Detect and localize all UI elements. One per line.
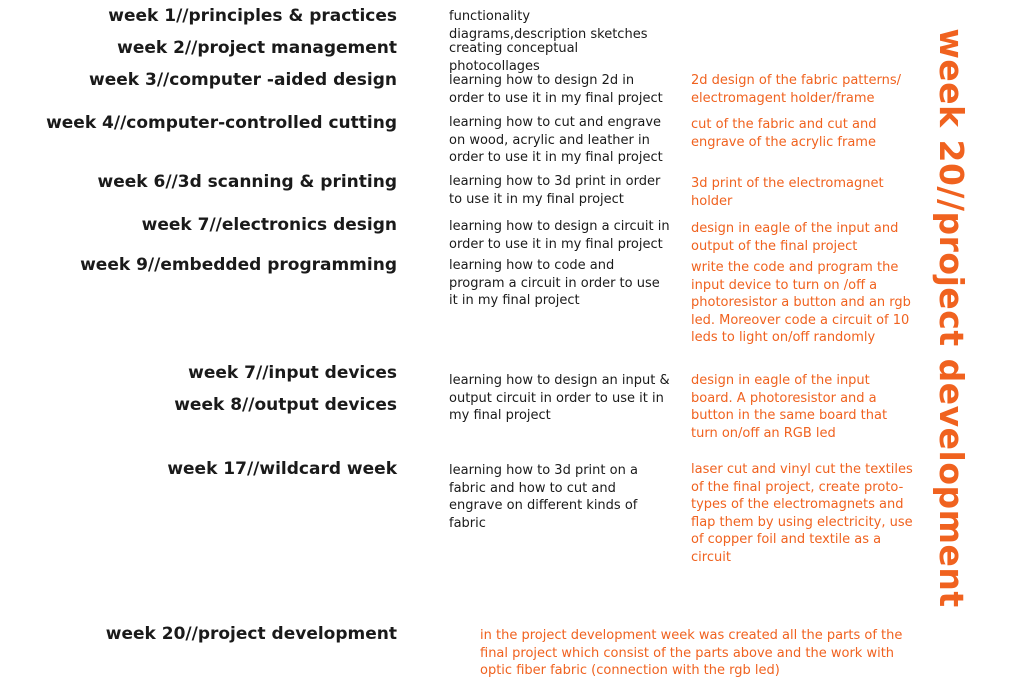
week-title-2: week 2//project management: [117, 38, 397, 58]
week-description-3: learning how to design 2d in order to use it in my final project: [449, 73, 663, 106]
week-title-7: week 7//electronics design: [141, 215, 397, 235]
week-title-6: week 6//3d scanning & printing: [97, 172, 397, 192]
week-description-17: learning how to 3d print on a fabric and how to cut and engrave on different kinds of fabric: [449, 463, 638, 531]
week-work-3: 2d design of the fabric patterns/ electromagent holder/frame: [691, 73, 901, 106]
week-work-7: design in eagle of the input and output of the final project: [691, 221, 899, 254]
week-title-4: week 4//computer-controlled cutting: [46, 113, 397, 133]
week-title-3: week 3//computer -aided design: [89, 70, 397, 90]
week-title-20: week 20//project development: [105, 624, 397, 644]
week-description-4: learning how to cut and engrave on wood, acrylic and leather in order to use it in my final project: [449, 115, 663, 165]
week-title-1: week 1//principles & practices: [108, 6, 397, 26]
week-title-17: week 17//wildcard week: [167, 459, 397, 479]
week-description-input-output: learning how to design an input & output circuit in order to use it in my final project: [449, 373, 670, 423]
week-title-8-output: week 8//output devices: [174, 395, 397, 415]
week-title-9: week 9//embedded programming: [80, 255, 397, 275]
week-work-17: laser cut and vinyl cut the textiles of the final project, create proto-types of the electromagnets and flap them by using electricity, use of copper foil and textile as a circuit: [691, 462, 913, 565]
week-work-6: 3d print of the electromagnet holder: [691, 176, 884, 209]
week-description-1: functionality diagrams,description sketches: [449, 9, 648, 42]
week-description-2: creating conceptual photocollages: [449, 41, 579, 74]
week-work-9: write the code and program the input device to turn on /off a photoresistor a button and an rgb led. Moreover code a circuit of 10 leds to light on/off randomly: [691, 260, 911, 345]
week-description-6: learning how to 3d print in order to use it in my final project: [449, 174, 661, 207]
week-work-input-output: design in eagle of the input board. A photoresistor and a button in the same board that turn on/off an RGB led: [691, 373, 888, 441]
week-description-9: learning how to code and program a circuit in order to use it in my final project: [449, 258, 660, 308]
week-work-4: cut of the fabric and cut and engrave of the acrylic frame: [691, 117, 877, 150]
week-title-7-input: week 7//input devices: [188, 363, 397, 383]
final-project-description: in the project development week was created all the parts of the final project which consist of the parts above and the work with optic fiber fabric (connection with the rgb led): [480, 628, 903, 678]
week-description-7: learning how to design a circuit in order to use it in my final project: [449, 219, 670, 252]
vertical-project-title: week 20//project development: [932, 28, 971, 608]
